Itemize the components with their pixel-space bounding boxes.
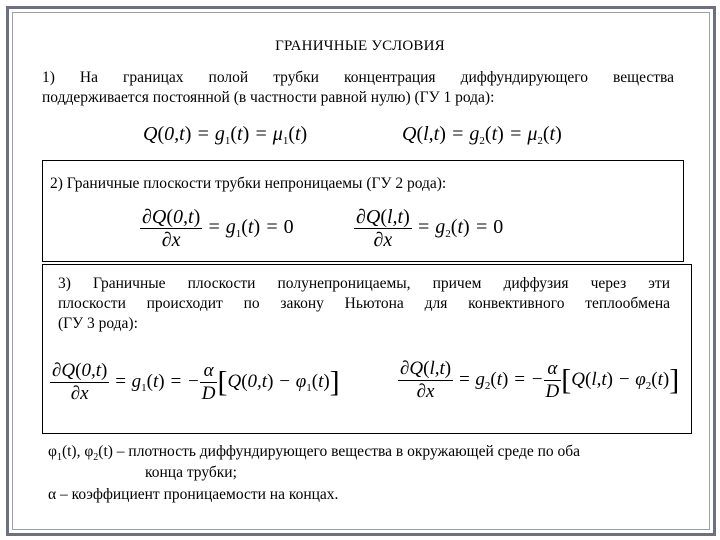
formula-3-right: $\frac{\partial Q(l,t)}{\partial x}$ = $g_2(t)$ = − $\frac{\alpha}{D}$ $[Q(l,t) - \varphi_2(t)]$ (400, 358, 680, 402)
page-title: ГРАНИЧНЫЕ УСЛОВИЯ (275, 38, 445, 54)
legend-line-1: $\varphi_1(t)$, $\varphi_2(t)$ – плотность диффундирующего вещества в окружающей среде по оба (48, 443, 581, 463)
condition-3-line-1: 3) Граничные плоскости полунепроницаемы, причем диффузия через эти (58, 275, 670, 292)
condition-3-line-3: (ГУ 3 рода): (58, 315, 138, 332)
condition-2-text: 2) Граничные плоскости трубки непроницаемы (ГУ 2 рода): (50, 175, 447, 192)
condition-3-line-2: плоскости происходит по закону Ньютона для конвективного теплообмена (58, 295, 670, 312)
formula-1-right: $Q(l,t) = g_2(t) = \mu_2(t)$ (402, 123, 562, 147)
formula-3-left: $\frac{\partial Q(0,t)}{\partial x}$ = $g_1(t)$ = − $\frac{\alpha}{D}$ $[Q(0,t) - \varphi_1(t)]$ (52, 360, 340, 404)
formula-2-left: $\frac{\partial Q(0,t)}{\partial x}$ = $g_1(t) = 0$ (142, 206, 294, 251)
condition-1-line-2: поддерживается постоянной (в частности равной нулю) (ГУ 1 рода): (42, 89, 495, 106)
condition-1-text (42, 68, 674, 108)
condition-1-line-1: 1) На границах полой трубки концентрация диффундирующего вещества (42, 69, 674, 86)
legend-line-2: конца трубки; (145, 464, 237, 481)
formula-1-left: $Q(0,t) = g_1(t) = \mu_1(t)$ (143, 123, 308, 147)
legend-line-3: α – коэффициент проницаемости на концах. (48, 486, 339, 503)
condition-3-text (58, 274, 670, 334)
formula-2-right: $\frac{\partial Q(l,t)}{\partial x}$ = $g_2(t) = 0$ (356, 206, 504, 251)
